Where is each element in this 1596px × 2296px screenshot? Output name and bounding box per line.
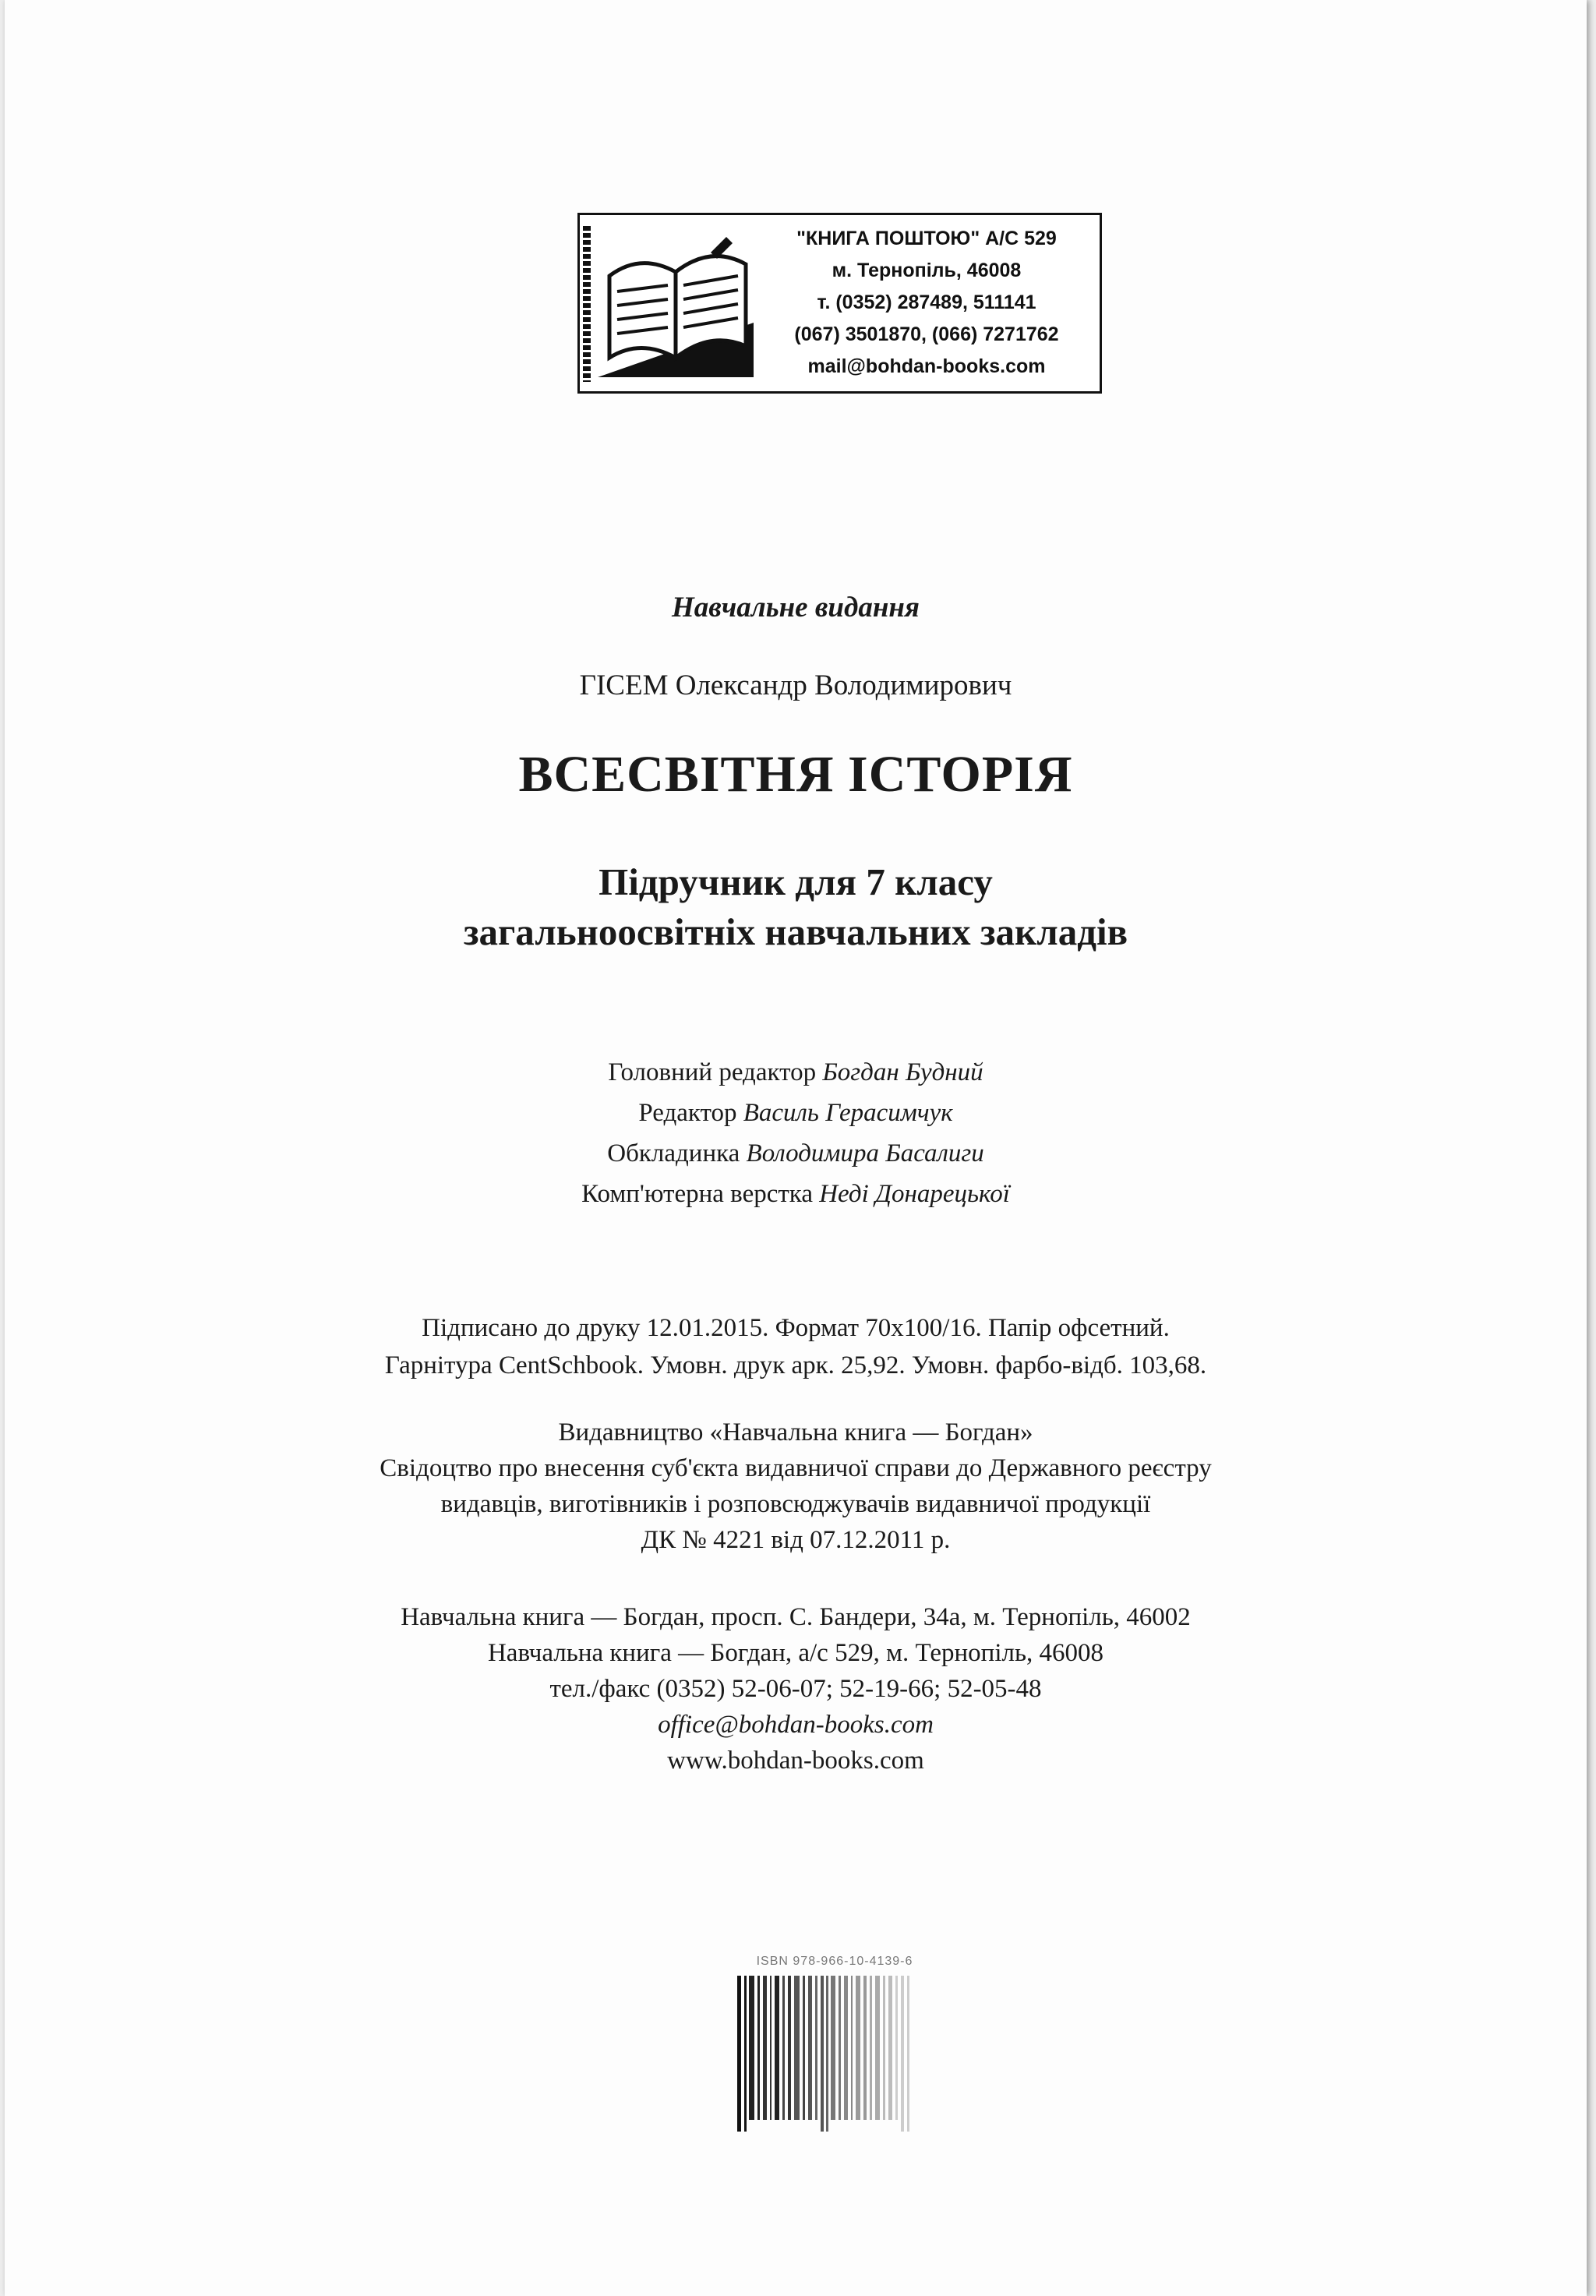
publisher-name: Видавництво «Навчальна книга — Богдан»	[558, 1418, 1033, 1446]
credits	[5, 1052, 1587, 1214]
stamp-line: т. (0352) 287489, 511141	[817, 291, 1036, 313]
credit-role: Редактор	[638, 1099, 737, 1127]
stamp-line: "КНИГА ПОШТОЮ" А/С 529	[796, 228, 1057, 249]
barcode-icon	[737, 1976, 916, 2132]
publisher-certificate-cont: видавців, виготівників і розповсюджувачів видавничої продукції	[440, 1490, 1151, 1518]
subtitle-line-1: Підручник для 7 класу	[598, 860, 993, 903]
bookseller-stamp	[577, 213, 1102, 394]
stamp-line: м. Тернопіль, 46008	[832, 260, 1022, 281]
page	[5, 0, 1587, 2296]
author: ГІСЕМ Олександр Володимирович	[579, 669, 1012, 701]
phone-line: тел./факс (0352) 52-06-07; 52-19-66; 52-05-48	[549, 1675, 1042, 1703]
stamp-line: mail@bohdan-books.com	[807, 355, 1046, 377]
printing-line-2: Гарнітура CentSchbook. Умовн. друк арк. 25,92. Умовн. фарбо-відб. 103,68.	[384, 1351, 1207, 1379]
credit-line	[5, 1174, 1587, 1214]
website-link[interactable]: www.bohdan-books.com	[667, 1747, 924, 1775]
stamp-side-strip	[583, 226, 591, 382]
publisher-certificate: Свідоцтво про внесення суб'єкта видавничої справи до Державного реєстру	[380, 1454, 1212, 1482]
publisher-info	[5, 1415, 1587, 1558]
credit-name: Володимира Басалиги	[746, 1139, 984, 1167]
credit-name: Неді Донарецької	[819, 1180, 1010, 1208]
book-title: ВСЕСВІТНЯ ІСТОРІЯ	[518, 746, 1073, 803]
printing-line-1: Підписано до друку 12.01.2015. Формат 70х100/16. Папір офсетний.	[422, 1314, 1170, 1342]
edition-type: Навчальне видання	[672, 592, 920, 623]
email-link[interactable]: office@bohdan-books.com	[658, 1711, 934, 1739]
credit-role: Комп'ютерна верстка	[581, 1180, 813, 1208]
isbn-label: ISBN 978-966-10-4139-6	[756, 1955, 913, 1968]
credit-line	[5, 1093, 1587, 1133]
address-line: Навчальна книга — Богдан, а/с 529, м. Тернопіль, 46008	[487, 1639, 1104, 1667]
credit-line	[5, 1052, 1587, 1093]
stamp-line: (067) 3501870, (066) 7271762	[794, 323, 1059, 345]
subtitle-line-2: загальноосвітніх навчальних закладів	[463, 910, 1128, 953]
printing-details	[5, 1309, 1587, 1384]
address-line: Навчальна книга — Богдан, просп. С. Бандери, 34а, м. Тернопіль, 46002	[401, 1603, 1191, 1631]
credit-line	[5, 1133, 1587, 1174]
publisher-certificate-number: ДК № 4221 від 07.12.2011 р.	[641, 1526, 951, 1554]
subtitle	[5, 857, 1587, 957]
credit-role: Головний редактор	[608, 1058, 817, 1086]
credit-name: Василь Герасимчук	[743, 1099, 953, 1127]
credit-role: Обкладинка	[607, 1139, 740, 1167]
stamp-text	[755, 223, 1098, 383]
credit-name: Богдан Будний	[822, 1058, 983, 1086]
open-book-icon	[594, 229, 757, 385]
contacts	[5, 1599, 1587, 1779]
